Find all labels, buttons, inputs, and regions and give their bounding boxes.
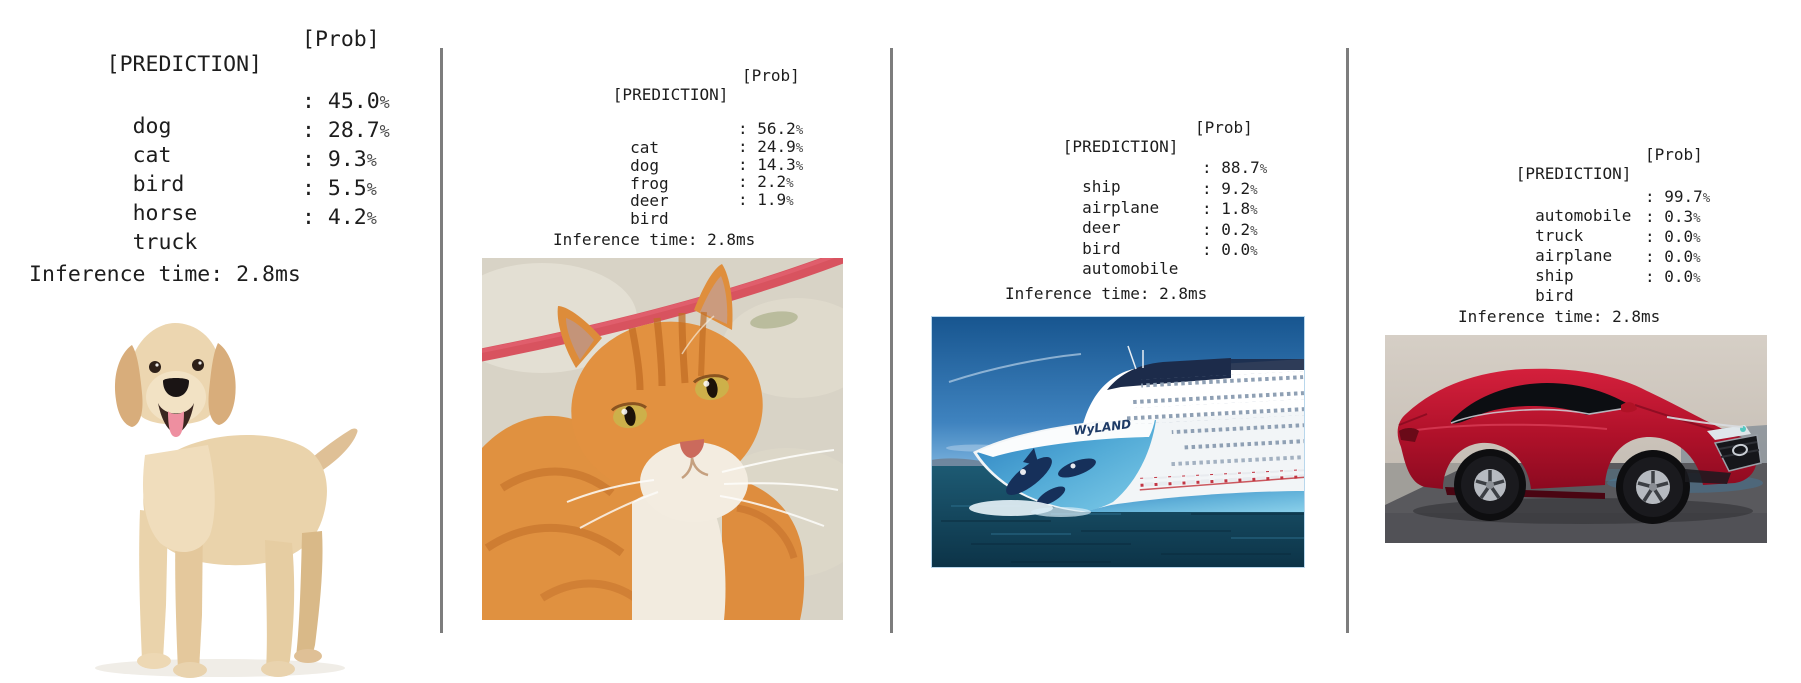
- percent-sign: %: [1693, 270, 1701, 285]
- prediction-column-header: [PREDICTION]: [1515, 164, 1632, 183]
- class-label: bird: [132, 172, 185, 198]
- class-label: bird: [630, 209, 669, 229]
- percent-sign: %: [379, 121, 390, 142]
- probability-value: : 1.9: [738, 190, 787, 210]
- panel-divider: [440, 48, 443, 633]
- prediction-row: [1458, 227, 1758, 265]
- class-label: ship: [1535, 266, 1574, 285]
- class-label: dog: [630, 155, 659, 175]
- prob-column-header: [Prob]: [1195, 118, 1253, 137]
- probability-value: : 0.3: [1645, 207, 1694, 226]
- class-label: truck: [1535, 226, 1584, 245]
- class-label: horse: [132, 201, 198, 227]
- probability-value: : 45.0: [302, 89, 380, 114]
- class-probability: [1645, 247, 1701, 266]
- class-label: frog: [630, 173, 669, 193]
- probability-value: : 56.2: [738, 119, 796, 138]
- percent-sign: %: [1693, 210, 1701, 225]
- probability-value: : 14.3: [738, 154, 796, 174]
- probability-value: : 99.7: [1645, 187, 1703, 206]
- percent-sign: %: [366, 179, 377, 200]
- probability-value: : 0.0: [1645, 267, 1694, 286]
- probability-value: : 88.7: [1202, 158, 1260, 177]
- probability-value: : 2.2: [738, 172, 787, 192]
- prediction-row: [1458, 267, 1758, 305]
- inference-time: Inference time: 2.8ms: [553, 230, 756, 249]
- class-label: cat: [132, 143, 172, 169]
- percent-sign: %: [786, 175, 794, 191]
- class-label: bird: [1082, 238, 1121, 258]
- probability-value: : 24.9: [738, 136, 796, 156]
- probability-value: : 9.2: [1202, 178, 1251, 198]
- probability-value: : 9.3: [302, 147, 367, 173]
- percent-sign: %: [786, 193, 794, 209]
- class-probability: [1645, 207, 1701, 226]
- class-label: dog: [132, 114, 172, 139]
- ship-hull-text: WyLAND: [1072, 417, 1132, 438]
- prediction-column-header: [PREDICTION]: [1062, 137, 1179, 156]
- percent-sign: %: [379, 92, 390, 112]
- probability-value: : 28.7: [302, 118, 380, 144]
- percent-sign: %: [1702, 190, 1711, 205]
- percent-sign: %: [366, 150, 377, 171]
- percent-sign: %: [1250, 222, 1258, 238]
- probability-value: : 5.5: [302, 176, 367, 202]
- percent-sign: %: [1693, 230, 1701, 245]
- inference-time: Inference time: 2.8ms: [1005, 284, 1208, 303]
- probability-value: : 0.2: [1202, 219, 1251, 239]
- class-label: automobile: [1535, 206, 1632, 225]
- class-label: airplane: [1535, 246, 1613, 265]
- percent-sign: %: [1250, 202, 1258, 218]
- rear-wheel: [1461, 456, 1519, 514]
- percent-sign: %: [366, 208, 377, 229]
- probability-value: : 1.8: [1202, 199, 1251, 219]
- prediction-column-header: [PREDICTION]: [106, 52, 263, 77]
- class-label: automobile: [1082, 259, 1179, 279]
- percent-sign: %: [1693, 250, 1701, 265]
- probability-value: : 0.0: [1202, 240, 1251, 260]
- panel-divider: [1346, 48, 1349, 633]
- class-probability: [1645, 267, 1701, 286]
- percent-sign: %: [795, 139, 804, 155]
- prob-column-header: [Prob]: [1645, 145, 1703, 164]
- front-wheel: [1623, 457, 1683, 517]
- percent-sign: %: [1250, 181, 1258, 197]
- class-label: deer: [1082, 218, 1121, 238]
- probability-value: : 0.0: [1645, 247, 1694, 266]
- class-label: cat: [630, 138, 659, 157]
- class-label: airplane: [1082, 197, 1160, 217]
- class-label: bird: [1535, 286, 1574, 305]
- prob-column-header: [Prob]: [302, 27, 380, 52]
- class-probability: [1645, 187, 1710, 206]
- class-label: truck: [132, 230, 198, 256]
- prediction-row: [1458, 247, 1758, 285]
- inference-time: Inference time: 2.8ms: [1458, 307, 1661, 326]
- probability-value: : 4.2: [302, 205, 367, 231]
- percent-sign: %: [795, 122, 804, 137]
- inference-time: Inference time: 2.8ms: [29, 262, 301, 287]
- probability-value: : 0.0: [1645, 227, 1694, 246]
- percent-sign: %: [1250, 243, 1258, 259]
- prob-column-header: [Prob]: [742, 66, 800, 85]
- prediction-rows: [1458, 187, 1758, 305]
- class-label: ship: [1082, 177, 1121, 196]
- class-probability: [1645, 227, 1701, 246]
- panel-divider: [890, 48, 893, 633]
- class-label: deer: [630, 191, 669, 211]
- prediction-column-header: [PREDICTION]: [612, 85, 729, 104]
- percent-sign: %: [1259, 161, 1268, 176]
- percent-sign: %: [795, 157, 804, 173]
- car-photo: [1385, 335, 1767, 543]
